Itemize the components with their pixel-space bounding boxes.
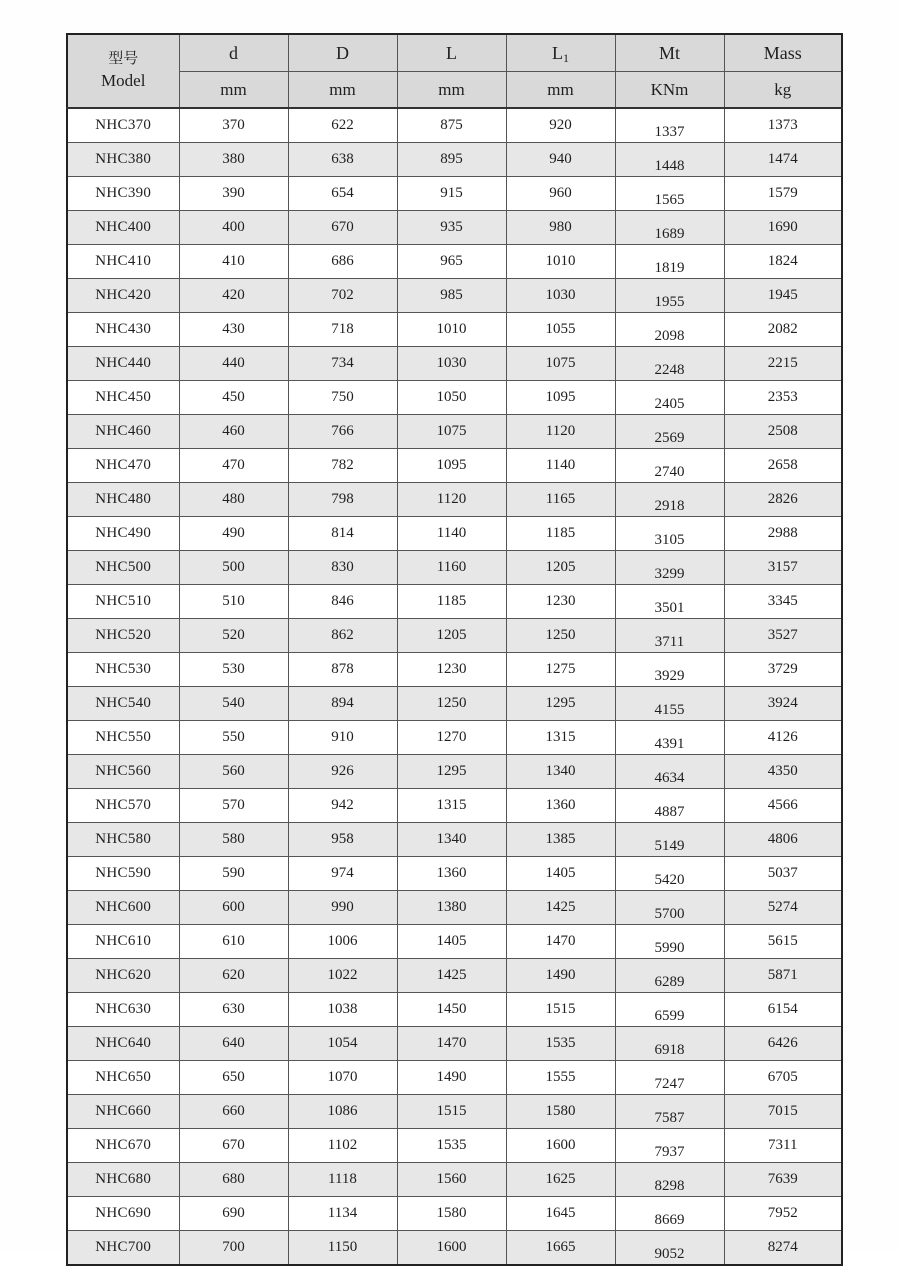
- Mt-cell: 2098: [615, 313, 724, 347]
- L1-cell: 1555: [506, 1061, 615, 1095]
- header-col-d: d: [179, 34, 288, 72]
- mass-cell: 1579: [724, 177, 842, 211]
- L-cell: 1340: [397, 823, 506, 857]
- Mt-cell: 3299: [615, 551, 724, 585]
- L1-cell: 1120: [506, 415, 615, 449]
- D-cell: 862: [288, 619, 397, 653]
- model-cell: NHC530: [67, 653, 179, 687]
- L1-cell: 1010: [506, 245, 615, 279]
- unit-L1: mm: [506, 72, 615, 109]
- L-cell: 1490: [397, 1061, 506, 1095]
- D-cell: 1134: [288, 1197, 397, 1231]
- header-model: [67, 34, 179, 108]
- L1-cell: 1535: [506, 1027, 615, 1061]
- model-cell: NHC630: [67, 993, 179, 1027]
- d-cell: 530: [179, 653, 288, 687]
- D-cell: 702: [288, 279, 397, 313]
- d-cell: 400: [179, 211, 288, 245]
- L-cell: 965: [397, 245, 506, 279]
- mass-cell: 1824: [724, 245, 842, 279]
- table-row: [67, 517, 842, 551]
- model-cell: NHC570: [67, 789, 179, 823]
- L-cell: 1140: [397, 517, 506, 551]
- d-cell: 490: [179, 517, 288, 551]
- D-cell: 814: [288, 517, 397, 551]
- table-row: [67, 585, 842, 619]
- table-row: [67, 415, 842, 449]
- D-cell: 654: [288, 177, 397, 211]
- L-cell: 935: [397, 211, 506, 245]
- L-cell: 1580: [397, 1197, 506, 1231]
- mass-cell: 2082: [724, 313, 842, 347]
- Mt-cell: 2569: [615, 415, 724, 449]
- D-cell: 1054: [288, 1027, 397, 1061]
- L-cell: 875: [397, 108, 506, 143]
- D-cell: 750: [288, 381, 397, 415]
- model-cell: NHC390: [67, 177, 179, 211]
- L1-cell: 1055: [506, 313, 615, 347]
- L1-cell: 1470: [506, 925, 615, 959]
- table-row: [67, 449, 842, 483]
- L1-cell: 1665: [506, 1231, 615, 1266]
- D-cell: 1038: [288, 993, 397, 1027]
- mass-cell: 4126: [724, 721, 842, 755]
- mass-cell: 6154: [724, 993, 842, 1027]
- L1-cell: 960: [506, 177, 615, 211]
- Mt-cell: 4634: [615, 755, 724, 789]
- L1-cell: 1645: [506, 1197, 615, 1231]
- table-row: [67, 823, 842, 857]
- mass-cell: 7311: [724, 1129, 842, 1163]
- table-row: [67, 1231, 842, 1266]
- model-cell: NHC620: [67, 959, 179, 993]
- table-row: [67, 755, 842, 789]
- d-cell: 630: [179, 993, 288, 1027]
- d-cell: 620: [179, 959, 288, 993]
- L1-cell: 1205: [506, 551, 615, 585]
- Mt-cell: 4391: [615, 721, 724, 755]
- mass-cell: 2508: [724, 415, 842, 449]
- L-cell: 1470: [397, 1027, 506, 1061]
- Mt-cell: 5700: [615, 891, 724, 925]
- unit-D: mm: [288, 72, 397, 109]
- L1-cell: 1030: [506, 279, 615, 313]
- d-cell: 600: [179, 891, 288, 925]
- L-cell: 1250: [397, 687, 506, 721]
- L1-cell: 1385: [506, 823, 615, 857]
- model-cell: NHC490: [67, 517, 179, 551]
- L1-cell: 920: [506, 108, 615, 143]
- d-cell: 640: [179, 1027, 288, 1061]
- mass-cell: 5037: [724, 857, 842, 891]
- mass-cell: 2658: [724, 449, 842, 483]
- L1-cell: 1340: [506, 755, 615, 789]
- Mt-cell: 5149: [615, 823, 724, 857]
- D-cell: 1006: [288, 925, 397, 959]
- mass-cell: 2988: [724, 517, 842, 551]
- Mt-cell: 1819: [615, 245, 724, 279]
- D-cell: 1150: [288, 1231, 397, 1266]
- L-cell: 1185: [397, 585, 506, 619]
- L1-cell: 1250: [506, 619, 615, 653]
- mass-cell: 5871: [724, 959, 842, 993]
- mass-cell: 4566: [724, 789, 842, 823]
- Mt-cell: 1565: [615, 177, 724, 211]
- table-row: [67, 1163, 842, 1197]
- L-cell: 1600: [397, 1231, 506, 1266]
- model-cell: NHC610: [67, 925, 179, 959]
- Mt-cell: 3501: [615, 585, 724, 619]
- mass-cell: 8274: [724, 1231, 842, 1266]
- Mt-cell: 3105: [615, 517, 724, 551]
- model-cell: NHC480: [67, 483, 179, 517]
- d-cell: 520: [179, 619, 288, 653]
- model-cell: NHC520: [67, 619, 179, 653]
- L-cell: 1315: [397, 789, 506, 823]
- d-cell: 390: [179, 177, 288, 211]
- model-cell: NHC650: [67, 1061, 179, 1095]
- D-cell: 622: [288, 108, 397, 143]
- L-cell: 1075: [397, 415, 506, 449]
- table-row: [67, 925, 842, 959]
- L1-cell: 1515: [506, 993, 615, 1027]
- Mt-cell: 1448: [615, 143, 724, 177]
- header-model-en: Model: [101, 70, 146, 90]
- model-cell: NHC440: [67, 347, 179, 381]
- d-cell: 450: [179, 381, 288, 415]
- L-cell: 1230: [397, 653, 506, 687]
- L1-cell: 1625: [506, 1163, 615, 1197]
- L1-cell: 940: [506, 143, 615, 177]
- model-cell: NHC580: [67, 823, 179, 857]
- Mt-cell: 1689: [615, 211, 724, 245]
- L1-cell: 1185: [506, 517, 615, 551]
- table-row: [67, 619, 842, 653]
- L1-cell: 1165: [506, 483, 615, 517]
- d-cell: 610: [179, 925, 288, 959]
- L-cell: 1010: [397, 313, 506, 347]
- L-cell: 1425: [397, 959, 506, 993]
- model-cell: NHC370: [67, 108, 179, 143]
- Mt-cell: 7247: [615, 1061, 724, 1095]
- mass-cell: 3157: [724, 551, 842, 585]
- table-row: [67, 108, 842, 143]
- model-cell: NHC500: [67, 551, 179, 585]
- L-cell: 1160: [397, 551, 506, 585]
- L1-cell: 1075: [506, 347, 615, 381]
- model-cell: NHC540: [67, 687, 179, 721]
- D-cell: 910: [288, 721, 397, 755]
- table-row: [67, 857, 842, 891]
- Mt-cell: 6289: [615, 959, 724, 993]
- L1-cell: 1315: [506, 721, 615, 755]
- table-row: [67, 1095, 842, 1129]
- D-cell: 1022: [288, 959, 397, 993]
- Mt-cell: 4887: [615, 789, 724, 823]
- D-cell: 782: [288, 449, 397, 483]
- unit-Mt: KNm: [615, 72, 724, 109]
- d-cell: 440: [179, 347, 288, 381]
- L1-cell: 1140: [506, 449, 615, 483]
- L-cell: 1380: [397, 891, 506, 925]
- d-cell: 380: [179, 143, 288, 177]
- L-cell: 1360: [397, 857, 506, 891]
- L1-cell: 1230: [506, 585, 615, 619]
- Mt-cell: 8298: [615, 1163, 724, 1197]
- D-cell: 638: [288, 143, 397, 177]
- model-cell: NHC510: [67, 585, 179, 619]
- model-cell: NHC600: [67, 891, 179, 925]
- Mt-cell: 2918: [615, 483, 724, 517]
- Mt-cell: 2740: [615, 449, 724, 483]
- L1-cell: 1275: [506, 653, 615, 687]
- d-cell: 460: [179, 415, 288, 449]
- D-cell: 1102: [288, 1129, 397, 1163]
- mass-cell: 5615: [724, 925, 842, 959]
- Mt-cell: 3711: [615, 619, 724, 653]
- mass-cell: 3345: [724, 585, 842, 619]
- table-header: [67, 34, 842, 108]
- Mt-cell: 7937: [615, 1129, 724, 1163]
- d-cell: 690: [179, 1197, 288, 1231]
- D-cell: 942: [288, 789, 397, 823]
- header-col-L: L: [397, 34, 506, 72]
- table-row: [67, 245, 842, 279]
- D-cell: 846: [288, 585, 397, 619]
- D-cell: 878: [288, 653, 397, 687]
- Mt-cell: 6918: [615, 1027, 724, 1061]
- mass-cell: 4806: [724, 823, 842, 857]
- model-cell: NHC420: [67, 279, 179, 313]
- d-cell: 560: [179, 755, 288, 789]
- mass-cell: 2215: [724, 347, 842, 381]
- D-cell: 926: [288, 755, 397, 789]
- model-cell: NHC550: [67, 721, 179, 755]
- L-cell: 1450: [397, 993, 506, 1027]
- unit-d: mm: [179, 72, 288, 109]
- mass-cell: 7952: [724, 1197, 842, 1231]
- Mt-cell: 7587: [615, 1095, 724, 1129]
- d-cell: 510: [179, 585, 288, 619]
- d-cell: 430: [179, 313, 288, 347]
- d-cell: 550: [179, 721, 288, 755]
- model-cell: NHC380: [67, 143, 179, 177]
- mass-cell: 3527: [724, 619, 842, 653]
- L-cell: 1095: [397, 449, 506, 483]
- D-cell: 830: [288, 551, 397, 585]
- table-row: [67, 211, 842, 245]
- model-cell: NHC660: [67, 1095, 179, 1129]
- L1-cell: 1425: [506, 891, 615, 925]
- mass-cell: 4350: [724, 755, 842, 789]
- unit-mass: kg: [724, 72, 842, 109]
- Mt-cell: 2248: [615, 347, 724, 381]
- L-cell: 1120: [397, 483, 506, 517]
- d-cell: 540: [179, 687, 288, 721]
- mass-cell: 6426: [724, 1027, 842, 1061]
- d-cell: 580: [179, 823, 288, 857]
- d-cell: 570: [179, 789, 288, 823]
- L1-cell: 980: [506, 211, 615, 245]
- table-row: [67, 1061, 842, 1095]
- table-row: [67, 721, 842, 755]
- header-col-mass: Mass: [724, 34, 842, 72]
- mass-cell: 6705: [724, 1061, 842, 1095]
- spec-table: [66, 33, 843, 1266]
- table-row: [67, 1027, 842, 1061]
- mass-cell: 3729: [724, 653, 842, 687]
- L-cell: 1560: [397, 1163, 506, 1197]
- d-cell: 670: [179, 1129, 288, 1163]
- D-cell: 718: [288, 313, 397, 347]
- model-cell: NHC590: [67, 857, 179, 891]
- table-row: [67, 959, 842, 993]
- header-model-cn: 型号: [108, 51, 139, 68]
- header-col-Mt: Mt: [615, 34, 724, 72]
- Mt-cell: 9052: [615, 1231, 724, 1266]
- table-row: [67, 177, 842, 211]
- Mt-cell: 8669: [615, 1197, 724, 1231]
- d-cell: 410: [179, 245, 288, 279]
- D-cell: 990: [288, 891, 397, 925]
- table-row: [67, 551, 842, 585]
- Mt-cell: 1955: [615, 279, 724, 313]
- table-row: [67, 687, 842, 721]
- L-cell: 1030: [397, 347, 506, 381]
- D-cell: 670: [288, 211, 397, 245]
- D-cell: 974: [288, 857, 397, 891]
- mass-cell: 7639: [724, 1163, 842, 1197]
- model-cell: NHC450: [67, 381, 179, 415]
- D-cell: 1118: [288, 1163, 397, 1197]
- D-cell: 894: [288, 687, 397, 721]
- mass-cell: 2353: [724, 381, 842, 415]
- L1-cell: 1490: [506, 959, 615, 993]
- D-cell: 798: [288, 483, 397, 517]
- table-row: [67, 381, 842, 415]
- L1-cell: 1600: [506, 1129, 615, 1163]
- D-cell: 958: [288, 823, 397, 857]
- mass-cell: 2826: [724, 483, 842, 517]
- Mt-cell: 3929: [615, 653, 724, 687]
- L1-cell: 1580: [506, 1095, 615, 1129]
- table-row: [67, 483, 842, 517]
- mass-cell: 1373: [724, 108, 842, 143]
- table-row: [67, 143, 842, 177]
- Mt-cell: 5990: [615, 925, 724, 959]
- L1-cell: 1295: [506, 687, 615, 721]
- model-cell: NHC400: [67, 211, 179, 245]
- model-cell: NHC640: [67, 1027, 179, 1061]
- mass-cell: 1690: [724, 211, 842, 245]
- d-cell: 500: [179, 551, 288, 585]
- model-cell: NHC470: [67, 449, 179, 483]
- Mt-cell: 6599: [615, 993, 724, 1027]
- table-row: [67, 313, 842, 347]
- d-cell: 480: [179, 483, 288, 517]
- Mt-cell: 2405: [615, 381, 724, 415]
- Mt-cell: 4155: [615, 687, 724, 721]
- model-cell: NHC680: [67, 1163, 179, 1197]
- Mt-cell: 5420: [615, 857, 724, 891]
- L-cell: 915: [397, 177, 506, 211]
- mass-cell: 1945: [724, 279, 842, 313]
- d-cell: 680: [179, 1163, 288, 1197]
- mass-cell: 3924: [724, 687, 842, 721]
- L-cell: 1270: [397, 721, 506, 755]
- Mt-cell: 1337: [615, 108, 724, 143]
- D-cell: 734: [288, 347, 397, 381]
- header-col-D: D: [288, 34, 397, 72]
- header-col-L1: $L_1$: [506, 34, 615, 72]
- table-row: [67, 653, 842, 687]
- d-cell: 420: [179, 279, 288, 313]
- L-cell: 895: [397, 143, 506, 177]
- table-row: [67, 789, 842, 823]
- d-cell: 650: [179, 1061, 288, 1095]
- model-cell: NHC670: [67, 1129, 179, 1163]
- model-cell: NHC460: [67, 415, 179, 449]
- L-cell: 985: [397, 279, 506, 313]
- unit-L: mm: [397, 72, 506, 109]
- d-cell: 700: [179, 1231, 288, 1266]
- model-cell: NHC430: [67, 313, 179, 347]
- d-cell: 660: [179, 1095, 288, 1129]
- L1-cell: 1095: [506, 381, 615, 415]
- L-cell: 1535: [397, 1129, 506, 1163]
- model-cell: NHC690: [67, 1197, 179, 1231]
- table-row: [67, 1129, 842, 1163]
- L-cell: 1405: [397, 925, 506, 959]
- table-row: [67, 1197, 842, 1231]
- d-cell: 590: [179, 857, 288, 891]
- L-cell: 1515: [397, 1095, 506, 1129]
- model-cell: NHC410: [67, 245, 179, 279]
- mass-cell: 1474: [724, 143, 842, 177]
- model-cell: NHC700: [67, 1231, 179, 1266]
- L-cell: 1205: [397, 619, 506, 653]
- model-cell: NHC560: [67, 755, 179, 789]
- d-cell: 370: [179, 108, 288, 143]
- D-cell: 1086: [288, 1095, 397, 1129]
- table-row: [67, 279, 842, 313]
- d-cell: 470: [179, 449, 288, 483]
- L-cell: 1050: [397, 381, 506, 415]
- table-row: [67, 891, 842, 925]
- L1-cell: 1405: [506, 857, 615, 891]
- L-cell: 1295: [397, 755, 506, 789]
- D-cell: 686: [288, 245, 397, 279]
- table-row: [67, 993, 842, 1027]
- table-row: [67, 347, 842, 381]
- D-cell: 766: [288, 415, 397, 449]
- mass-cell: 5274: [724, 891, 842, 925]
- mass-cell: 7015: [724, 1095, 842, 1129]
- table-body: [67, 108, 842, 1265]
- L1-cell: 1360: [506, 789, 615, 823]
- D-cell: 1070: [288, 1061, 397, 1095]
